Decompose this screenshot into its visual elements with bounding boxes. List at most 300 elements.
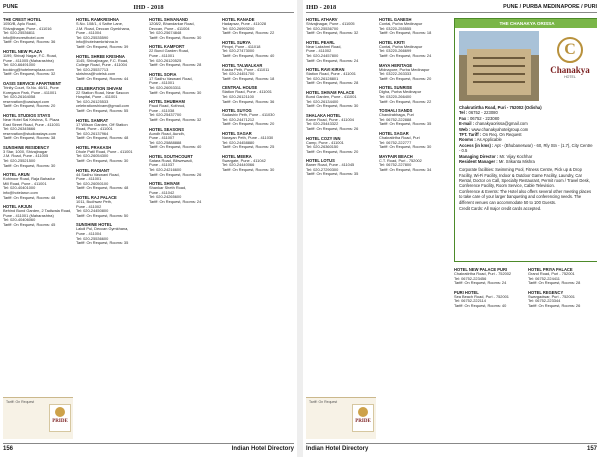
hotel-name: HOTEL RAMKRISHNA	[76, 17, 119, 22]
hotel-photo	[459, 31, 539, 101]
hotel-detail-line: 44 Sadhu Vaswani Road,	[76, 171, 120, 177]
left-header-city: PUNE	[3, 4, 18, 10]
left-header-title: IHD - 2018	[133, 4, 164, 11]
hotel-detail-line: Satara Road, Bibwewadi,	[149, 157, 193, 163]
hotel-listing	[379, 108, 450, 127]
hotel-name: HOTEL SHIVAM PALACE	[306, 89, 355, 95]
hotel-detail-line: Tel: 020-26053311	[149, 84, 181, 90]
pride-logo	[49, 404, 71, 432]
hotel-detail-line: Near Hotel Sai Krishna, S. Plaza	[3, 116, 60, 122]
hotel-detail-line: Paud Road, Kothrud,	[149, 103, 186, 109]
hotel-detail-line: Tel: 06752-222888	[379, 116, 412, 122]
hotel-detail-line: Tariff: On Request, Rooms: 24	[379, 52, 432, 58]
hotel-detail-line: info@hotelramkrishna.in	[76, 39, 119, 45]
hotel-detail-line: Tel: 06752-224411	[528, 275, 560, 281]
hotel-detail-line: Tel: 020-26120525	[149, 57, 182, 63]
hotel-listing	[222, 17, 293, 36]
listing-column	[379, 17, 450, 439]
hotel-listing	[76, 118, 147, 141]
hotel-name: HOTEL SAGAR	[222, 130, 252, 136]
hotel-listing	[149, 99, 220, 122]
hotel-detail-line: Tel: 020-26360150	[306, 144, 339, 150]
hotel-detail-line: Tariff: On Request, Rooms: 40	[454, 302, 507, 308]
hotel-detail-line: Tariff: On Request, Rooms: 50	[76, 212, 129, 218]
hotel-detail-line: 1199, Shivaji Nagar, F.C. Road,	[3, 52, 57, 58]
hotel-detail-line: Tariff: On Request, Rooms: 30	[222, 166, 275, 172]
hotel-listing	[3, 49, 74, 77]
hotel-detail-line: Chakratirtha Road, Puri	[379, 134, 420, 140]
hotel-detail-line: Tariff: On Request, Rooms: 20	[379, 75, 432, 81]
hotel-detail-line: Road, Pune - 411001	[76, 126, 113, 132]
hotel-name: HOTEL RAJ PALACE	[76, 195, 117, 201]
listing-column	[528, 267, 597, 437]
hotel-detail-line: 1208/2, Bhandarkar Road,	[149, 21, 195, 26]
hotel-detail-line: Tel: 020-26125533	[76, 98, 109, 104]
pride-logo-word: PRIDE	[355, 419, 371, 424]
hotel-detail-line: Tariff: On Request, Rooms: 45	[3, 222, 56, 227]
hotel-detail-line: Tel: 03220-266699	[379, 48, 412, 54]
hotel-name: HOTEL LOTUS	[306, 158, 335, 164]
hotel-detail-line: Near Lakshmi Road,	[306, 43, 342, 49]
hotel-listing	[76, 195, 147, 218]
hotel-detail-line: Tel: 020-26993200	[222, 25, 255, 31]
feature-detail-value: As Applicable	[476, 137, 502, 143]
feature-detail-value: 06752 - 223080	[468, 110, 498, 116]
hotel-listing	[454, 267, 525, 286]
hotel-name: HOTEL REGENCY	[528, 289, 564, 295]
hotel-detail-line: Tel: 020-26054300	[76, 153, 109, 159]
pride-emblem-icon	[55, 407, 65, 417]
hotel-detail-line: Tariff: On Request, Rooms: 20	[3, 103, 56, 109]
ad-text: Tariff: On Request	[6, 400, 35, 404]
hotel-detail-line: Tel: 020-24451700	[222, 71, 255, 77]
feature-detail-label: Managing Director :	[459, 153, 499, 159]
feature-detail-label: Rooms :	[459, 137, 476, 143]
hotel-name: HOTEL SURYA	[222, 39, 251, 45]
feature-credit-cards: Credit Cards: All major credit cards accepted.	[459, 205, 542, 211]
hotel-name: THE CREST HOTEL	[3, 17, 42, 22]
chanakya-logo-tag: HOTEL	[564, 75, 576, 79]
hotel-listing	[306, 40, 377, 63]
hotel-detail-line: Tariff: On Request, Rooms: 35	[379, 121, 432, 127]
hotel-detail-line: Tel: 020-25535590	[76, 34, 109, 40]
hotel-name: HOTEL SEASONS	[149, 126, 184, 132]
hotel-listing	[149, 72, 220, 95]
hotel-detail-line: Tariff: On Request, Rooms: 20	[306, 148, 359, 154]
hotel-listing	[149, 127, 220, 150]
feature-detail-line	[459, 143, 595, 154]
hotel-detail-line: Trinity Court, Sr.No. 46/11, Pune	[3, 84, 59, 90]
hotel-detail-line: Tel: 020-25536700	[306, 25, 339, 31]
hotel-detail-line: 22 Bund Garden Road,	[149, 48, 190, 54]
hotel-detail-line: Tariff: On Request, Rooms: 30	[379, 144, 432, 150]
hotel-detail-line: Tariff: On Request, Rooms: 28	[528, 280, 581, 286]
hotel-detail-line: Tariff: On Request, Rooms: 22	[379, 98, 432, 104]
hotel-detail-line: Tariff: On Request, Rooms: 35	[76, 240, 129, 246]
hotel-detail-line: East Street Road, Pune - 411001	[3, 121, 61, 127]
hotel-detail-line: Lakdi Pul, Deccan Gymkhana,	[76, 226, 129, 232]
hotel-detail-line: J.M. Road, Deccan Gymkhana,	[76, 25, 131, 31]
hotel-detail-line: Swargadwar, Puri - 752001	[528, 293, 575, 299]
hotel-listing	[76, 145, 147, 164]
hotel-detail-line: Koregaon Park, Pune - 411001	[3, 89, 57, 95]
hotel-detail-line: Aundh Road, Aundh,	[149, 130, 185, 136]
hotel-detail-line: Tariff: On Request, Rooms: 26	[306, 125, 359, 131]
feature-details	[459, 105, 595, 258]
hotel-detail-line: Midnapore, Purba Medinapur	[379, 66, 430, 72]
hotel-name: HOTEL PRIYA PALACE	[528, 267, 573, 272]
hotel-detail-line: Tariff: On Request, Rooms: 35	[306, 171, 359, 177]
hotel-detail-line: Tel: 020-26134400	[306, 98, 339, 104]
pride-ad	[306, 397, 376, 439]
hotel-detail-line: Pune - 411004	[76, 231, 102, 236]
listing-column	[76, 17, 147, 439]
hotel-detail-line: Tariff: On Request, Rooms: 30	[149, 89, 202, 95]
hotel-detail-line: Shankar Sheth Road,	[149, 185, 187, 191]
hotel-listing	[528, 267, 597, 286]
hotel-detail-line: Mill Road, Pune - 411001	[3, 180, 47, 186]
hotel-detail-line: Contai, Purba Medinapur	[379, 21, 423, 26]
hotel-listing	[379, 85, 450, 104]
hotel-detail-line: Tariff: On Request, Rooms: 48	[3, 194, 56, 200]
hotel-detail-line: Tel: 03220-255555	[379, 25, 412, 31]
pride-emblem-icon	[358, 407, 368, 417]
hotel-listing	[528, 290, 597, 309]
hotel-listing	[379, 154, 450, 173]
hotel-detail-line: Tel: 06752-223344	[528, 298, 561, 304]
hotel-name: HOTEL STUDIOS STAYS	[3, 112, 51, 118]
hotel-listing	[3, 17, 74, 45]
hotel-detail-line: Tel: 020-27473000	[222, 48, 255, 54]
hotel-name: HOTEL SHIVAM	[149, 181, 180, 187]
hotel-detail-line: Tel: 06752-222777	[379, 139, 412, 145]
hotel-name: HOTEL COZY INN	[306, 135, 341, 141]
hotel-detail-line: Tel: 020-26128801	[306, 75, 339, 81]
hotel-detail-line: Grand Road, Puri - 752001	[528, 271, 575, 276]
hotel-name: HOTEL KRITI	[379, 39, 405, 45]
hotel-detail-line: Tel: 020-25521500	[3, 158, 36, 164]
hotel-detail-line: Kohinoor Road, Raja Bahadur	[3, 176, 55, 182]
hotel-detail-line: Tariff: On Request, Rooms: 36	[3, 39, 56, 45]
hotel-detail-line: reservation@oasisapt.com	[3, 98, 50, 104]
feature-detail-value: Mr. Vijay Kochhar	[499, 153, 533, 159]
hotel-name: HOTEL SHUBHAM	[149, 99, 185, 105]
hotel-detail-line: Tel: 020-25537713	[76, 66, 109, 72]
pride-logo-word: PRIDE	[52, 419, 68, 424]
hotel-detail-line: 17 Sadhu Vaswani Road,	[149, 75, 193, 81]
hotel-listing	[76, 222, 147, 245]
feature-detail-label: Fax :	[459, 115, 469, 121]
hotel-name: MAYA HERITAGE	[379, 62, 413, 68]
hotel-name: HOTEL SOFIA	[149, 71, 177, 77]
hotel-detail-line: Tariff: On Request, Rooms: 22	[222, 30, 275, 36]
hotel-detail-line: Tariff: On Request, Rooms: 32	[306, 30, 359, 36]
hotel-detail-line: Tel: 020-24216600	[149, 167, 182, 173]
hotel-detail-line: Tel: 06752-227800	[379, 162, 412, 168]
hotel-detail-line: Pune - 411007	[149, 135, 175, 141]
hotel-name: HOTEL SAMRAT	[76, 117, 109, 123]
photo-window-row	[473, 57, 525, 59]
hotel-name: HOTEL RADIANT	[76, 167, 110, 173]
hotel-listing	[222, 154, 293, 173]
hotel-name: HOTEL SHREE KRISHNA	[76, 53, 125, 59]
feature-detail-value: On Req. On Request	[482, 132, 522, 138]
right-footer-title: Indian Hotel Directory	[306, 446, 369, 452]
hotel-detail-line: Tel: 020-24458880	[222, 139, 255, 145]
pride-logo	[352, 404, 374, 432]
hotel-detail-line: Tariff: On Request, Rooms: 26	[149, 171, 202, 177]
hotel-detail-line: Tel: 06752-223456	[454, 275, 487, 281]
hotel-detail-line: Tariff: On Request, Rooms: 30	[3, 162, 56, 168]
hotel-detail-line: Tel: 020-24457800	[306, 52, 339, 58]
hotel-name: TOSHALI SANDS	[379, 108, 413, 114]
left-page-header	[3, 0, 294, 15]
hotel-listing	[3, 204, 74, 227]
hotel-detail-line: Tel: 020-24440066	[222, 162, 255, 168]
hotel-detail-line: Tariff: On Request, Rooms: 28	[149, 62, 202, 68]
hotel-detail-line: 1145, Shivajinagar, F.C. Road,	[76, 57, 129, 63]
hotel-detail-line: Shivajinagar, Pune - 411016	[3, 25, 52, 31]
footer-rule	[306, 443, 597, 444]
hotel-detail-line: Tariff: On Request, Rooms: 44	[76, 75, 129, 81]
left-listings	[3, 15, 294, 439]
hotel-detail-line: Tariff: On Request, Rooms: 48	[76, 135, 129, 141]
feature-detail-value: 06752 - 223080	[469, 115, 500, 121]
hotel-listing	[76, 168, 147, 191]
chanakya-logo-name: Chanakya	[550, 65, 590, 75]
hotel-detail-line: Swargate, Pune - 411042	[222, 157, 266, 163]
hotel-name: HOTEL NEW PALACE PURI	[454, 267, 508, 272]
hotel-listing	[222, 85, 293, 104]
feature-detail-value: Apt - (Bhubaneswar) - 60, Rly Stn - (1.7), City Centre - 0.5	[459, 142, 593, 154]
listing-column	[306, 17, 377, 439]
hotel-detail-line: Tel: 03220-266400	[379, 93, 412, 99]
hotel-detail-line: Karve Road, Pune - 411004	[306, 116, 354, 122]
hotel-listing	[149, 44, 220, 67]
hotel-detail-line: celebrationshivam@gmail.com	[76, 103, 130, 109]
right-header-title: IHD - 2018	[306, 4, 337, 11]
hotel-detail-line: J.M. Road, Pune - 411005	[3, 153, 49, 159]
feature-detail-value: chanakyaorissa@gmail.com	[475, 121, 528, 127]
hotel-listing	[76, 54, 147, 82]
feature-detail-label: Tel :	[459, 110, 468, 116]
hotel-detail-line: Tariff: On Request, Rooms: 32	[149, 116, 202, 122]
hotel-detail-line: Pimpri, Pune - 411018	[222, 43, 261, 49]
hotel-detail-line: Sadashiv Peth, Pune - 411030	[222, 112, 275, 118]
hotel-listing	[379, 63, 450, 82]
right-page-number: 157	[586, 446, 597, 452]
feature-detail-label: Web :	[459, 126, 471, 132]
hotel-name: HOTEL NEW PLAZA	[3, 48, 43, 54]
hotel-listing	[379, 17, 450, 36]
hotel-detail-line: Tel: 020-40401000	[3, 185, 36, 191]
hotel-name: HOTEL SUYOG	[222, 108, 252, 114]
hotel-name: SUNSHINE HOTEL	[76, 222, 113, 228]
hotel-listing	[222, 40, 293, 59]
hotel-name: HOTEL RANADE	[222, 17, 255, 22]
hotel-name: HOTEL SUNRISE	[379, 85, 413, 91]
hotel-detail-line: Tel: 020-66491000	[3, 62, 36, 68]
feature-detail-label: Resident Manager :	[459, 159, 498, 165]
hotel-listing	[76, 17, 147, 50]
hotel-detail-line: Tariff: On Request, Rooms: 36	[222, 98, 275, 104]
hotel-listing	[454, 290, 525, 309]
hotel-detail-line: Digha, Purba Medinapur	[379, 89, 422, 95]
right-page-header	[306, 0, 597, 15]
hotel-detail-line: Pune - 411001 (Maharashtra)	[3, 212, 54, 218]
photo-building	[467, 49, 531, 95]
hotel-detail-line: College Road, Pune - 411004	[76, 62, 127, 68]
hotel-detail-line: C.T. Road, Puri - 752002	[379, 157, 422, 163]
hotel-detail-line: Tel: 03222-263333	[379, 71, 412, 77]
hotel-detail-line: Tel: 020-25536600	[76, 235, 109, 241]
hotel-detail-line: Camp, Pune - 411001	[306, 139, 344, 145]
hotel-detail-line: Tel: 020-26137964	[76, 130, 109, 136]
left-footer-title: Indian Hotel Directory	[231, 446, 294, 452]
feature-detail-lines	[459, 105, 595, 164]
hotel-name: CENTRAL HOUSE	[222, 85, 258, 91]
hotel-detail-line: Tariff: On Request, Rooms: 26	[528, 302, 581, 308]
hotel-listing	[306, 90, 377, 109]
hotel-detail-line: 17 Wilson Garden, Off Station	[76, 121, 128, 127]
hotel-detail-line: Tariff: On Request, Rooms: 32	[3, 71, 56, 77]
hotel-detail-line: Tel: 020-24265600	[149, 194, 182, 200]
hotel-detail-line: Pune - 411001	[76, 176, 102, 182]
hotel-detail-line: Tariff: On Request, Rooms: 48	[76, 185, 129, 191]
hotel-listing	[222, 63, 293, 82]
hotel-detail-line: Tel: 020-25888888	[149, 139, 182, 145]
hotel-listing	[3, 172, 74, 200]
hotel-detail-line: 1011, Budhwar Peth,	[76, 199, 113, 205]
hotel-listing	[149, 181, 220, 204]
hotel-name: HOTEL ARUN	[3, 172, 30, 178]
hotel-detail-line: Tel: 020-24471212	[222, 116, 255, 122]
hotel-name: HOTEL PRAKASH	[76, 144, 112, 150]
hotel-detail-line: Tariff: On Request, Rooms: 30	[306, 103, 359, 109]
hotel-detail-line: Tariff: On Request, Rooms: 20	[222, 121, 275, 127]
hotel-name: HOTEL GANESH	[379, 17, 412, 22]
feature-detail-label: E-mail :	[459, 121, 475, 127]
hotel-detail-line: Pune - 411004	[76, 30, 102, 36]
hotel-name: PURI HOTEL	[454, 289, 479, 295]
right-listings	[306, 15, 597, 439]
hotel-detail-line: Station Road, Pune - 411001	[306, 71, 356, 77]
hotel-detail-line: Tariff: On Request, Rooms: 39	[76, 43, 129, 49]
hotel-detail-line: Tariff: On Request, Rooms: 34	[379, 166, 432, 172]
hotel-detail-line: Pune - 411002	[76, 203, 102, 209]
hotel-detail-line: booking@hotelnewplaza.com	[3, 66, 54, 72]
chanakya-emblem-icon: C	[557, 37, 583, 63]
hotel-detail-line: Tel: 020-26164058	[3, 94, 36, 100]
hotel-detail-line: Hospital, Pune - 411001	[76, 94, 118, 100]
hotel-detail-line: Tariff: On Request, Rooms: 40	[222, 52, 275, 58]
hotel-listing	[222, 131, 293, 150]
hotel-detail-line: Tariff: On Request, Rooms: 24	[149, 199, 202, 205]
hotel-detail-line: Contai, Purba Medinapur	[379, 43, 423, 49]
hotel-name: HOTEL TALWALKAR	[222, 62, 263, 68]
hotel-detail-line: Tariff: On Request, Rooms: 18	[379, 30, 432, 36]
hotel-listing	[222, 108, 293, 127]
hotel-detail-line: Pune - 411005 (Maharashtra)	[3, 57, 54, 63]
right-page	[303, 0, 600, 457]
hotel-detail-line: Baner Road, Pune - 411045	[306, 162, 355, 168]
hotel-listing	[3, 113, 74, 141]
hotel-listing	[3, 145, 74, 168]
hotel-detail-line: Tel: 020-25674848	[149, 30, 182, 36]
hotel-detail-line: skrishna@hotelsk.com	[76, 71, 116, 77]
hotel-detail-line: S.No. 108/1, 4 Sathe Lane,	[76, 21, 123, 26]
hotel-detail-line: Tel: 020-26121100	[222, 93, 254, 99]
feature-conference: Conference & Events: The Hotel also offers several other meeting places to take care of your larger banqueting and conferencing needs. The different venues can accommodate 50 to 100 Guests.	[459, 189, 592, 205]
hotel-detail-line: Tel: 020-40406060	[3, 217, 36, 223]
feature-box-chanakya	[454, 18, 597, 262]
feature-detail-label: Chakratirtha Road, Puri - 752002 (Odisha)	[459, 105, 542, 110]
hotel-detail-line: Tariff: On Request, Rooms: 18	[222, 75, 275, 81]
hotel-name: HOTEL SOUTHCOURT	[149, 153, 193, 159]
hotel-listing	[149, 17, 220, 40]
spacer	[459, 164, 595, 166]
hotel-detail-line: Kasba Peth, Pune - 411011	[222, 66, 270, 72]
listing-column	[454, 267, 525, 437]
feature-detail-label: Access (in kms) :	[459, 142, 494, 148]
header-rule	[3, 12, 294, 13]
hotel-detail-line: Tariff: On Request, Rooms: 55	[76, 107, 129, 113]
hotel-listing	[379, 131, 450, 150]
hotel-detail-line: Behind Bund Garden, 2 Tadiwala Road,	[3, 208, 72, 214]
hotel-detail-line: Chandrabhaga, Puri	[379, 112, 414, 118]
hotel-listing	[149, 154, 220, 177]
hotel-detail-line: Tel: 020-24450800	[76, 208, 109, 214]
hotel-name: HOTEL PEARL	[306, 39, 335, 45]
hotel-listing	[306, 113, 377, 132]
hotel-listing	[306, 158, 377, 177]
hotel-listing	[3, 81, 74, 109]
hotel-detail-line: Narayan Peth, Pune - 411030	[222, 134, 274, 140]
hotel-detail-line: Hadapsar, Pune - 411028	[222, 21, 267, 26]
listing-column	[222, 17, 293, 439]
hotel-detail-line: Tariff: On Request, Rooms: 30	[149, 34, 202, 40]
hotel-name: CELEBRATION SHIVAM	[76, 85, 123, 91]
listing-column	[3, 17, 74, 439]
hotel-name: SHALAKA HOTEL	[306, 112, 341, 118]
ad-text: Tariff: On Request	[309, 400, 338, 404]
hotel-detail-line: Pune - 411037	[149, 162, 175, 168]
hotel-name: HOTEL ATHARV	[306, 17, 338, 22]
feature-detail-value: Mr. Srikanta Mishra	[498, 159, 535, 165]
hotel-detail-line: Chakratirtha Road, Puri - 752002	[454, 271, 512, 276]
hotel-detail-line: Tel: 020-26345666	[3, 126, 36, 132]
hotel-detail-line: Tariff: On Request, Rooms: 24	[306, 57, 359, 63]
header-rule	[306, 12, 597, 13]
hotel-detail-line: Tel: 020-25437700	[149, 112, 182, 118]
hotel-detail-line: info@hotelarun.com	[3, 190, 38, 196]
hotel-detail-line: Pune - 411038	[149, 107, 175, 113]
left-page	[0, 0, 297, 457]
hotel-name: HOTEL RAVI KIRAN	[306, 67, 345, 73]
hotel-name: MAYFAIR BEACH	[379, 153, 413, 159]
hotel-detail-line: Station Road, Pune - 411001	[222, 89, 272, 95]
hotel-detail-line: Pune - 411002	[306, 48, 332, 54]
hotel-detail-line: 22 Station Road, Near Sasoon	[76, 89, 129, 95]
hotel-detail-line: Tel: 020-27290300	[306, 166, 339, 172]
footer-rule	[3, 443, 294, 444]
hotel-detail-line: Tel: 06752-222114	[454, 298, 486, 304]
feature-title: THE CHANAKYA ORISSA	[455, 19, 597, 28]
hotel-name: SUNSHINE RESIDENCY	[3, 144, 50, 150]
hotel-name: HOTEL KAMFORT	[149, 44, 185, 50]
hotel-name: HOTEL MEERA	[222, 153, 252, 159]
listing-column	[149, 17, 220, 439]
